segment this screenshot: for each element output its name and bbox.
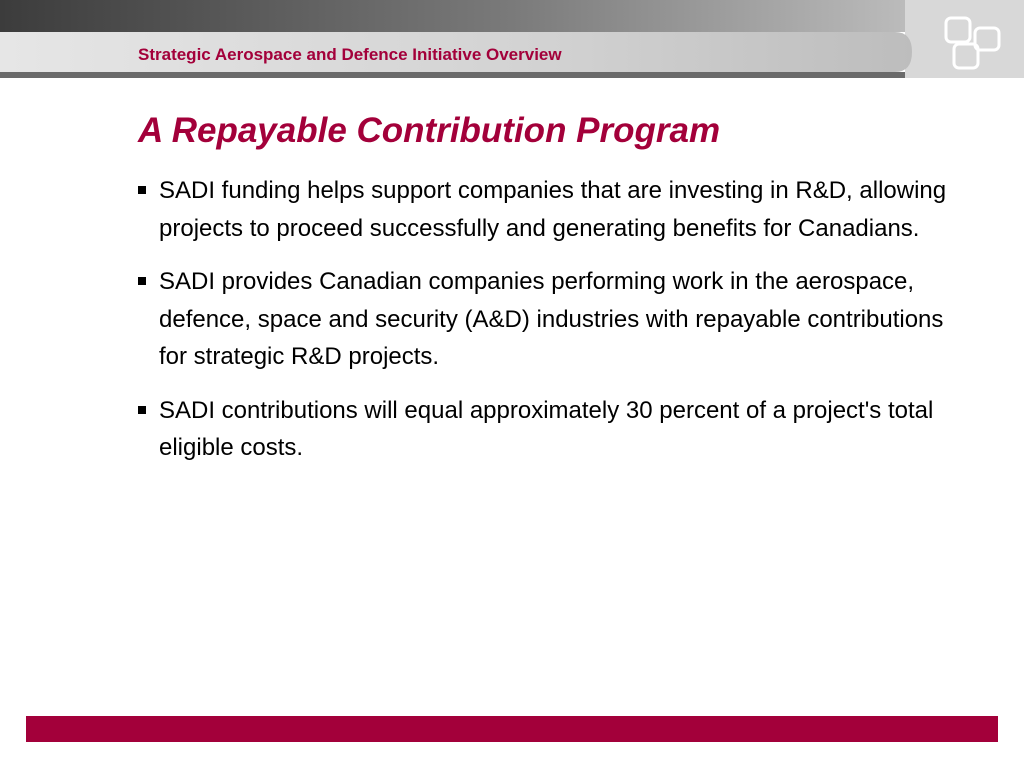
bullet-list (138, 172, 968, 483)
bullet-item (138, 172, 968, 247)
stacked-squares-logo-icon (940, 14, 1004, 72)
bullet-text: SADI contributions will equal approximately 30 percent of a project's total eligible costs. (159, 396, 934, 461)
square-bullet-icon (138, 406, 146, 414)
header-band (0, 0, 1024, 78)
footer-bar (26, 716, 998, 742)
header-title: Strategic Aerospace and Defence Initiative Overview (138, 45, 562, 64)
slide-title: A Repayable Contribution Program (138, 111, 721, 150)
square-bullet-icon (138, 277, 146, 285)
bullet-item (138, 263, 968, 376)
bullet-text: SADI funding helps support companies that are investing in R&D, allowing projects to proceed successfully and generating benefits for Canadians. (159, 177, 947, 242)
bullet-text: SADI provides Canadian companies performing work in the aerospace, defence, space and security (A&D) industries with repayable contributions for strategic R&D projects. (159, 268, 944, 370)
bullet-item (138, 392, 968, 467)
square-bullet-icon (138, 186, 146, 194)
